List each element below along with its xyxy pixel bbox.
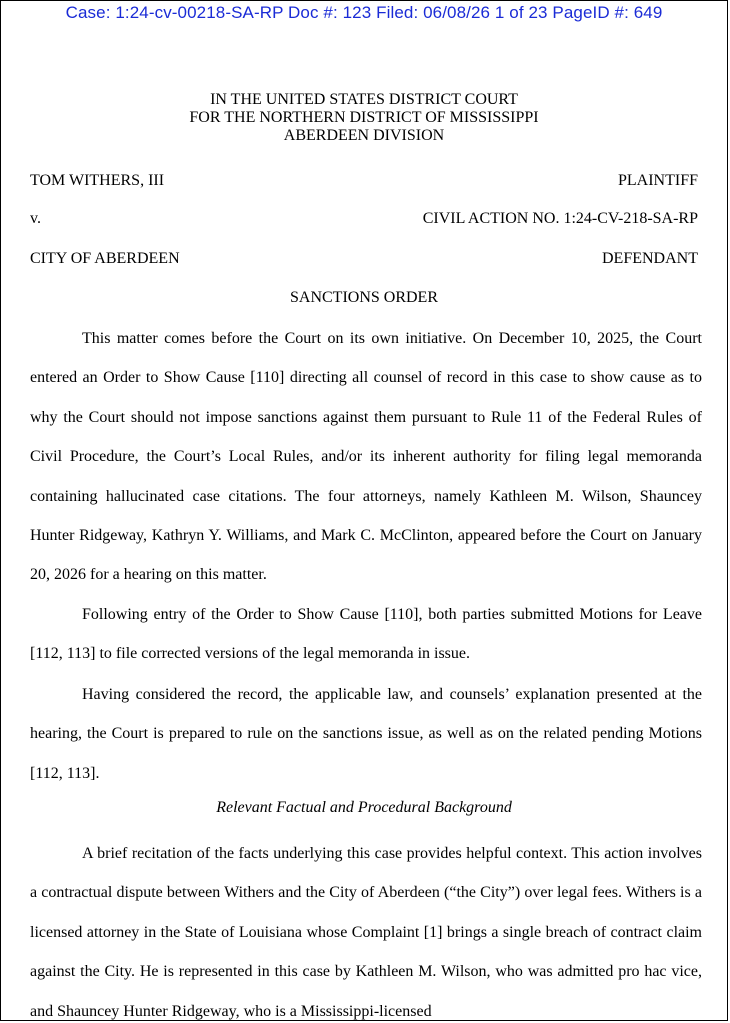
defendant-name: CITY OF ABERDEEN: [30, 250, 180, 267]
body-paragraph: A brief recitation of the facts underlying this case provides helpful context. This action involves a contractual dispute between Withers and the City of Aberdeen (“the City”) over legal fees. Withers is a licensed attorney in the State of Louisiana whose Complaint [1] brings a single breach of contract claim against the City. He is represented in this case by Kathleen M. Wilson, who was admitted pro hac vice, and Shauncey Hunter Ridgeway, who is a Mississippi-licensed: [30, 845, 702, 1020]
caption-action-row: [30, 210, 698, 228]
order-title: SANCTIONS ORDER: [289, 289, 438, 306]
caption-plaintiff-row: [30, 172, 698, 190]
court-name-line: IN THE UNITED STATES DISTRICT COURT: [210, 91, 518, 108]
body-paragraph: Following entry of the Order to Show Cause [110], both parties submitted Motions for Leave [112, 113] to file corrected versions of the legal memoranda in issue.: [30, 606, 702, 663]
plaintiff-name: TOM WITHERS, III: [30, 172, 165, 189]
ecf-filing-header: Case: 1:24-cv-00218-SA-RP Doc #: 123 Filed: 06/08/26 1 of 23 PageID #: 649: [65, 3, 663, 22]
civil-action-number: CIVIL ACTION NO. 1:24-CV-218-SA-RP: [422, 210, 698, 227]
defendant-role: DEFENDANT: [602, 250, 698, 267]
section-heading: Relevant Factual and Procedural Background: [216, 799, 512, 816]
court-heading: [1, 91, 727, 145]
body-paragraph: This matter comes before the Court on its own initiative. On December 10, 2025, the Court entered an Order to Show Cause [110] directing all counsel of record in this case to show cause as to why the Court should not impose sanctions against them pursuant to Rule 11 of the Federal Rules of Civil Procedure, the Court’s Local Rules, and/or its inherent authority for filing legal memoranda containing hallucinated case citations. The four attorneys, namely Kathleen M. Wilson, Shauncey Hunter Ridgeway, Kathryn Y. Williams, and Mark C. McClinton, appeared before the Court on January 20, 2026 for a hearing on this matter.: [30, 330, 702, 584]
court-district-line: FOR THE NORTHERN DISTRICT OF MISSISSIPPI: [189, 109, 539, 126]
caption-defendant-row: [30, 250, 698, 268]
versus-label: v.: [30, 210, 41, 227]
court-division-line: ABERDEEN DIVISION: [283, 127, 445, 144]
plaintiff-role: PLAINTIFF: [617, 172, 698, 189]
body-paragraph: Having considered the record, the applicable law, and counsels’ explanation presented at the hearing, the Court is prepared to rule on the sanctions issue, as well as on the related pending Motions [112, 113].: [30, 686, 702, 782]
